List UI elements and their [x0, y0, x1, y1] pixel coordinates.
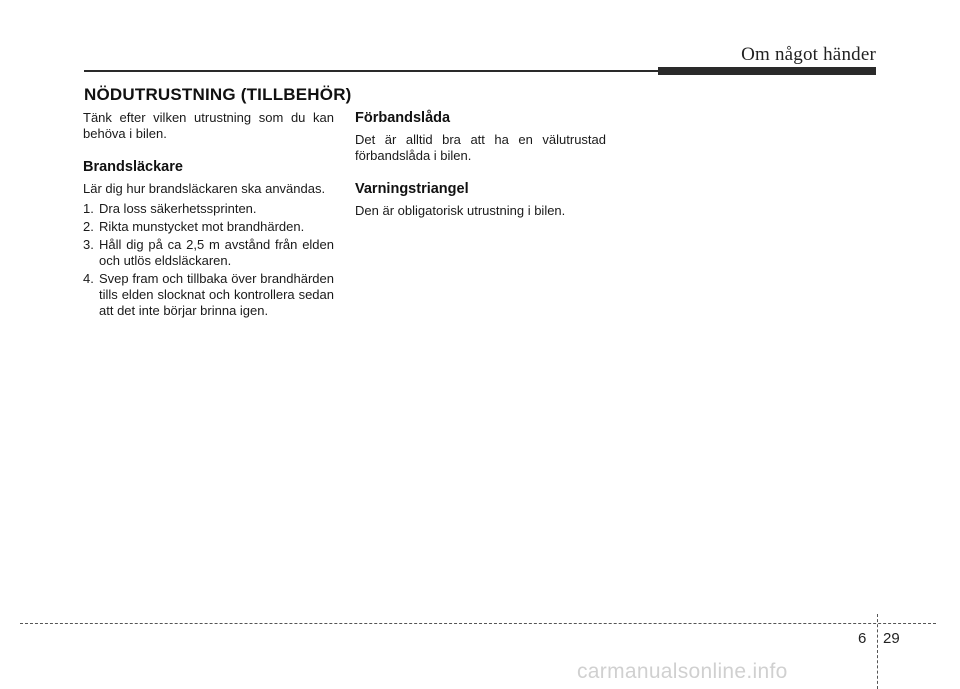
intro-paragraph: Tänk efter vilken utrustning som du kan behöva i bilen. [83, 110, 334, 141]
step-text: Dra loss säkerhetssprinten. [99, 201, 257, 216]
first-aid-heading: Förbandslåda [355, 110, 451, 126]
section-title: NÖDUTRUSTNING (TILLBEHÖR) [84, 85, 352, 104]
list-item [83, 237, 334, 269]
extinguisher-intro: Lär dig hur brandsläckaren ska användas. [83, 181, 326, 196]
step-text: Håll dig på ca 2,5 m avstånd från elden och utlös eldsläckaren. [99, 237, 334, 268]
chapter-title: Om något händer [741, 44, 876, 65]
first-aid-text: Det är alltid bra att ha en välutrustad förbandslåda i bilen. [355, 132, 606, 163]
triangle-text: Den är obligatorisk utrustning i bilen. [355, 203, 566, 218]
page-number: 29 [883, 630, 900, 647]
step-text: Svep fram och tillbaka över brandhärden tills elden slocknat och kontrollera sedan att det inte börjar brinna igen. [99, 271, 334, 318]
list-item [83, 201, 334, 217]
footer-rule [20, 623, 936, 624]
left-column [83, 110, 334, 321]
chapter-number: 6 [858, 630, 867, 647]
step-number: 3. [83, 237, 94, 252]
extinguisher-steps [83, 201, 334, 319]
header-bar [658, 67, 876, 75]
list-item [83, 219, 334, 235]
triangle-heading: Varningstriangel [355, 181, 469, 197]
extinguisher-heading: Brandsläckare [83, 159, 183, 175]
right-column [355, 110, 606, 219]
step-number: 2. [83, 219, 94, 234]
step-number: 4. [83, 271, 94, 286]
list-item [83, 271, 334, 319]
step-number: 1. [83, 201, 94, 216]
header-rule [84, 70, 660, 72]
step-text: Rikta munstycket mot brandhärden. [99, 219, 305, 234]
watermark: carmanualsonline.info [577, 660, 788, 683]
footer-divider [877, 614, 878, 689]
